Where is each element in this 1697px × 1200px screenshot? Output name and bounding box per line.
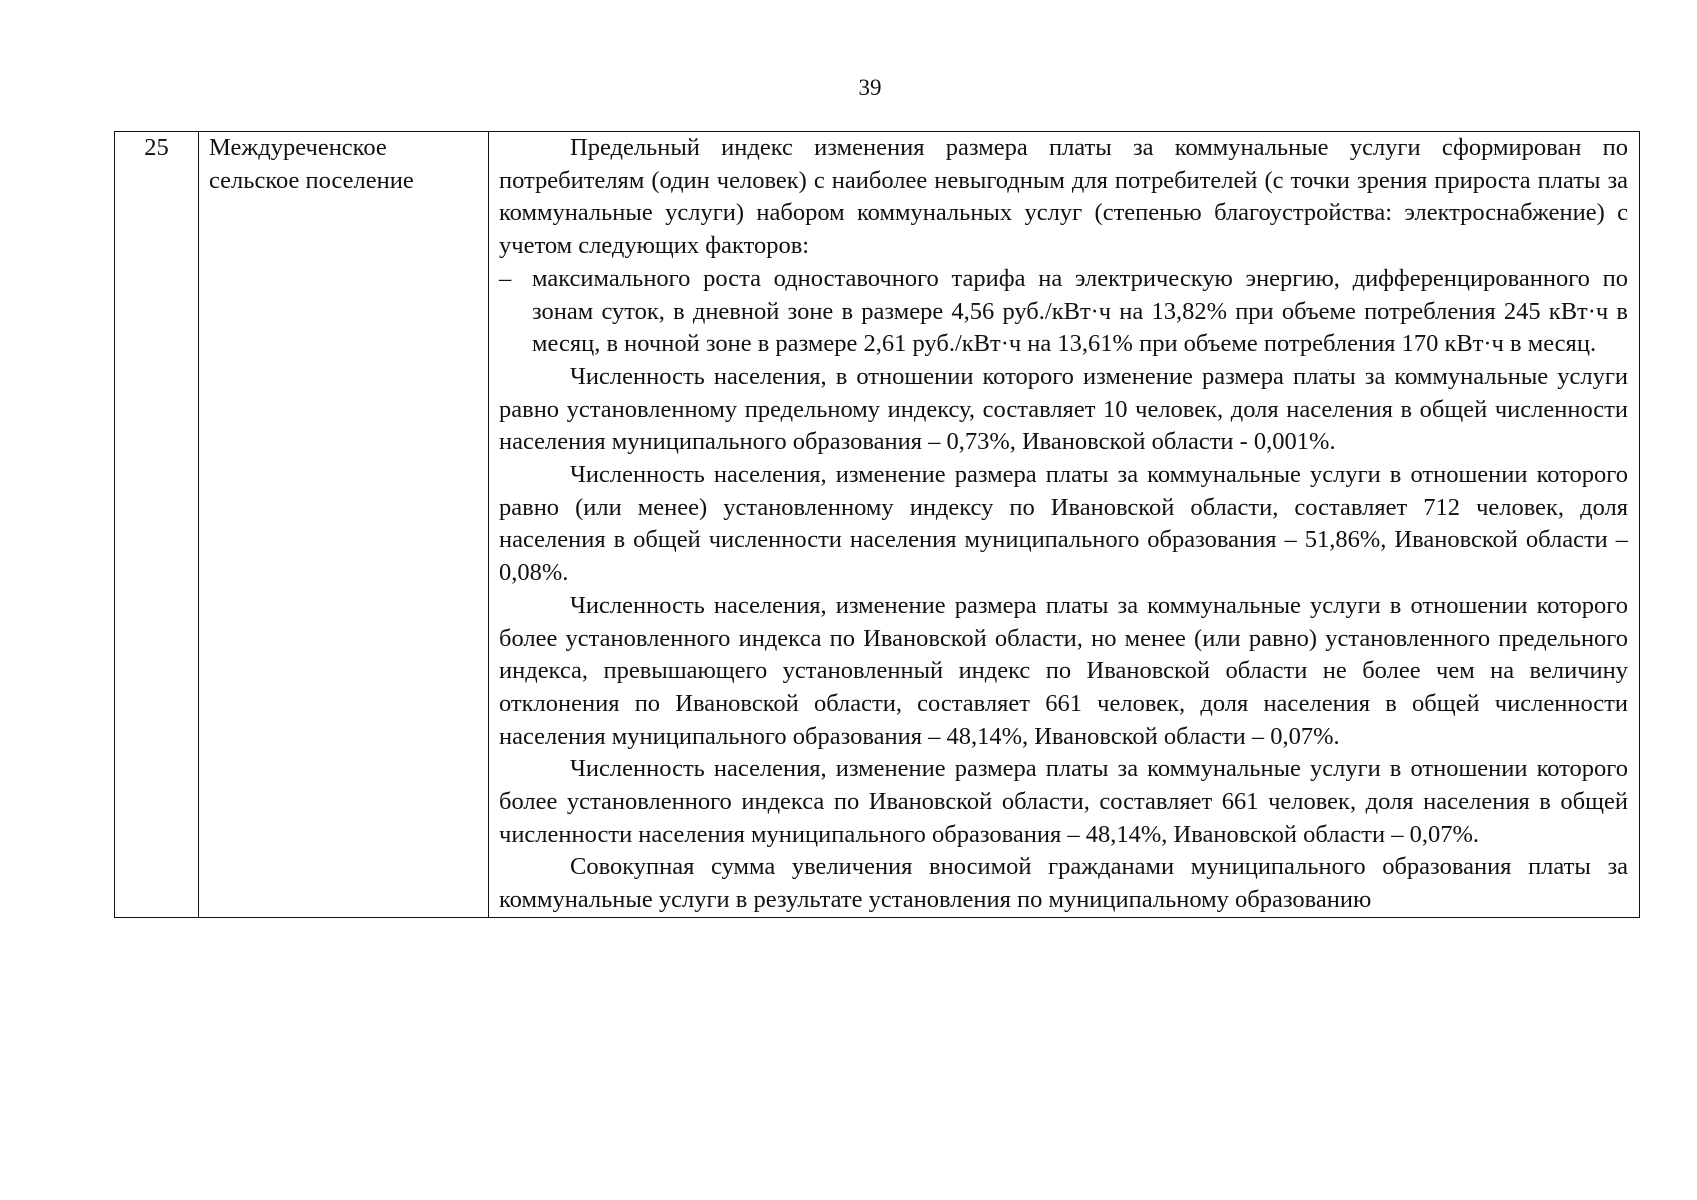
dash-bullet: –: [499, 264, 512, 292]
population-paragraph: Численность населения, изменение размера платы за коммунальные услуги в отношении которого более установленного индекса по Ивановской области, составляет 661 человек, доля населения в общей численности населения муниципального образования – 48,14%, Ивановской области – 0,07%.: [499, 755, 1628, 848]
settlement-description: [489, 132, 1640, 918]
total-sum-paragraph: Совокупная сумма увеличения вносимой гражданами муниципального образования платы за коммунальные услуги в результате установления по муниципальному образованию: [499, 853, 1628, 914]
row-number: 25: [115, 132, 199, 918]
factor-text: максимального роста одноставочного тарифа на электрическую энергию, дифференцированного по зонам суток, в дневной зоне в размере 4,56 руб./кВт·ч на 13,82% при объеме потребления 245 кВт·ч в месяц, в ночной зоне в размере 2,61 руб./кВт·ч на 13,61% при объеме потребления 170 кВт·ч в месяц.: [532, 264, 1628, 358]
table-row: [115, 132, 1640, 918]
population-paragraph: Численность населения, изменение размера платы за коммунальные услуги в отношении которого равно (или менее) установленному индексу по Ивановской области, составляет 712 человек, доля населения в общей численности населения муниципального образования – 51,86%, Ивановской области – 0,08%.: [499, 461, 1628, 587]
page-number: 39: [858, 75, 882, 100]
population-paragraph: Численность населения, в отношении которого изменение размера платы за коммунальные услуги равно установленному предельному индексу, составляет 10 человек, доля населения в общей численности населения муниципального образования – 0,73%, Ивановской области - 0,001%.: [499, 362, 1628, 456]
factor-list-item: [499, 263, 1628, 361]
settlement-table: [114, 131, 1640, 918]
population-paragraph: Численность населения, изменение размера платы за коммунальные услуги в отношении которого более установленного индекса по Ивановской области, но менее (или равно) установленного предельного индекса, превышающего установленный индекс по Ивановской области не более чем на величину отклонения по Ивановской области, составляет 661 человек, доля населения в общей численности населения муниципального образования – 48,14%, Ивановской области – 0,07%.: [499, 591, 1628, 750]
intro-paragraph: Предельный индекс изменения размера платы за коммунальные услуги сформирован по потребителям (один человек) с наиболее невыгодным для потребителей (с точки зрения прироста платы за коммунальные услуги) набором коммунальных услуг (степенью благоустройства: электроснабжение) с учетом следующих факторов:: [499, 134, 1628, 260]
settlement-name: Междуреченское сельское поселение: [199, 132, 489, 918]
